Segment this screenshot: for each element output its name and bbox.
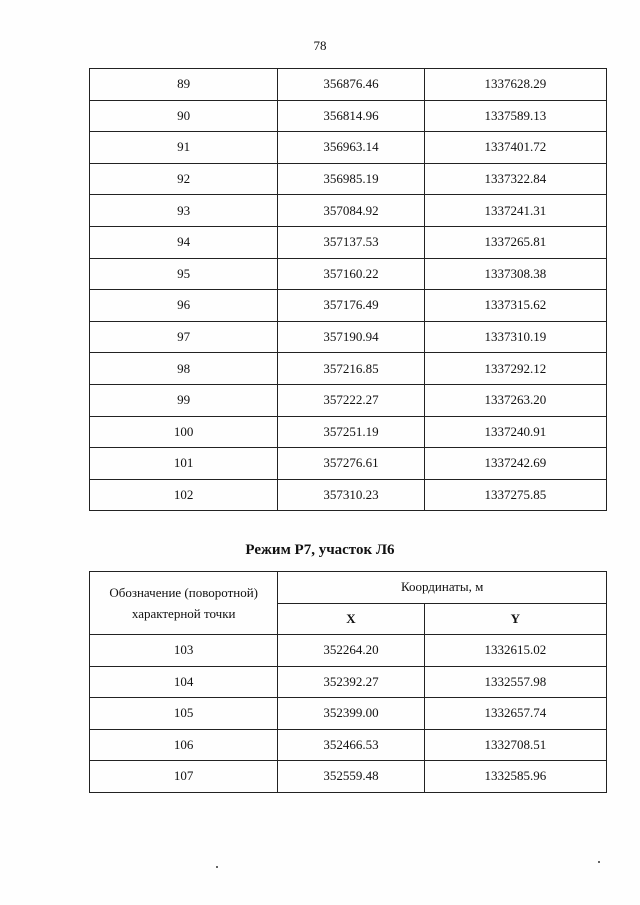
table-row [90,384,607,416]
table-row [90,69,607,101]
x-coordinate-cell: 357251.19 [278,416,424,448]
x-coordinate-cell: 357160.22 [278,258,424,290]
x-coordinate-cell: 352559.48 [278,761,424,793]
point-number-cell: 95 [90,258,278,290]
point-number-cell: 92 [90,163,278,195]
x-coordinate-cell: 357216.85 [278,353,424,385]
table-row [90,761,607,793]
x-coordinate-cell: 352264.20 [278,635,424,667]
x-coordinate-cell: 357176.49 [278,290,424,322]
point-number-cell: 102 [90,479,278,511]
x-coordinate-cell: 356876.46 [278,69,424,101]
table-row [90,100,607,132]
point-number-cell: 103 [90,635,278,667]
table-row [90,321,607,353]
y-coordinate-cell: 1337263.20 [424,384,606,416]
y-coordinate-cell: 1337241.31 [424,195,606,227]
coordinates-table-l6 [89,571,607,793]
point-number-cell: 90 [90,100,278,132]
point-number-cell: 100 [90,416,278,448]
y-coordinate-cell: 1337310.19 [424,321,606,353]
point-number-cell: 107 [90,761,278,793]
x-coordinate-cell: 357310.23 [278,479,424,511]
x-coordinate-cell: 356963.14 [278,132,424,164]
y-coordinate-cell: 1337240.91 [424,416,606,448]
x-coordinate-cell: 356814.96 [278,100,424,132]
y-coordinate-cell: 1337308.38 [424,258,606,290]
point-number-cell: 104 [90,666,278,698]
x-coordinate-cell: 357190.94 [278,321,424,353]
table-row [90,195,607,227]
y-coordinate-cell: 1337322.84 [424,163,606,195]
x-column-header: X [278,603,424,635]
x-coordinate-cell: 357137.53 [278,226,424,258]
y-coordinate-cell: 1332615.02 [424,635,606,667]
point-number-cell: 99 [90,384,278,416]
y-coordinate-cell: 1337401.72 [424,132,606,164]
point-designation-header: Обозначение (поворотной) характерной точки [90,572,278,635]
point-number-cell: 96 [90,290,278,322]
table-row [90,479,607,511]
x-coordinate-cell: 357084.92 [278,195,424,227]
point-number-cell: 97 [90,321,278,353]
y-coordinate-cell: 1332708.51 [424,729,606,761]
coordinates-table-continued [89,68,607,511]
table-row [90,635,607,667]
x-coordinate-cell: 357222.27 [278,384,424,416]
table2-header [90,572,607,635]
scan-speck [216,866,218,868]
table-row [90,226,607,258]
table1-body [90,69,607,511]
coordinates-header: Координаты, м [278,572,607,604]
table-row [90,416,607,448]
x-coordinate-cell: 357276.61 [278,448,424,480]
point-number-cell: 98 [90,353,278,385]
table-row [90,353,607,385]
point-number-cell: 93 [90,195,278,227]
table-row [90,290,607,322]
y-coordinate-cell: 1337628.29 [424,69,606,101]
point-number-cell: 89 [90,69,278,101]
y-coordinate-cell: 1337292.12 [424,353,606,385]
section-title: Режим Р7, участок Л6 [245,542,395,558]
x-coordinate-cell: 356985.19 [278,163,424,195]
point-number-cell: 105 [90,698,278,730]
table-row [90,258,607,290]
point-number-cell: 91 [90,132,278,164]
y-column-header: Y [424,603,606,635]
x-coordinate-cell: 352399.00 [278,698,424,730]
x-coordinate-cell: 352392.27 [278,666,424,698]
point-number-cell: 106 [90,729,278,761]
table2-body [90,635,607,793]
y-coordinate-cell: 1332557.98 [424,666,606,698]
table-row [90,163,607,195]
table-row [90,729,607,761]
table-row [90,666,607,698]
point-number-cell: 94 [90,226,278,258]
y-coordinate-cell: 1337589.13 [424,100,606,132]
table-row [90,448,607,480]
table-row [90,132,607,164]
y-coordinate-cell: 1337265.81 [424,226,606,258]
x-coordinate-cell: 352466.53 [278,729,424,761]
y-coordinate-cell: 1337315.62 [424,290,606,322]
point-number-cell: 101 [90,448,278,480]
y-coordinate-cell: 1332657.74 [424,698,606,730]
page-number: 78 [313,38,327,53]
table-row [90,698,607,730]
y-coordinate-cell: 1332585.96 [424,761,606,793]
scan-speck [598,861,600,863]
y-coordinate-cell: 1337275.85 [424,479,606,511]
y-coordinate-cell: 1337242.69 [424,448,606,480]
